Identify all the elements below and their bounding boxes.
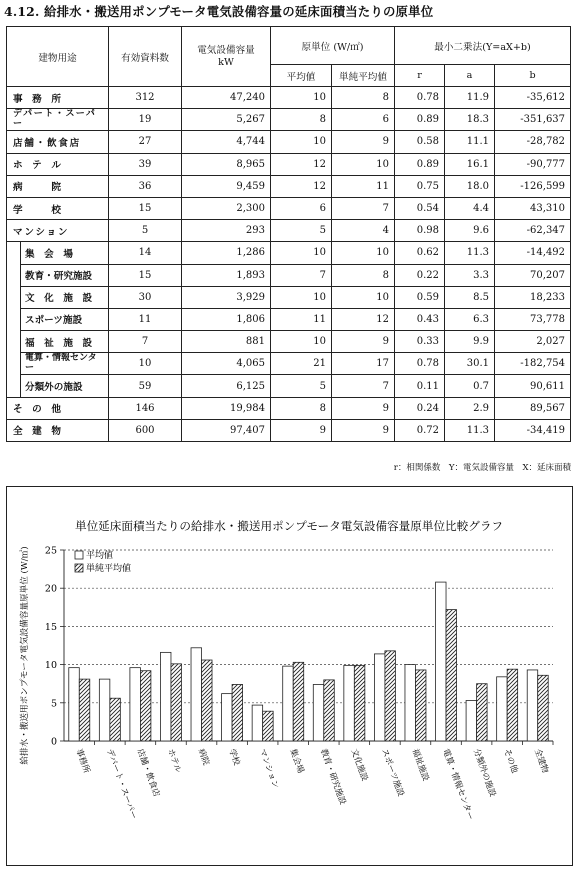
cell-use: 集 会 場: [21, 242, 109, 264]
cell-b: 89,567: [495, 397, 571, 419]
cell-count: 19: [109, 109, 182, 131]
cell-count: 30: [109, 286, 182, 308]
cell-avg: 7: [271, 264, 332, 286]
unit-value-table: [6, 26, 571, 442]
chart-frame: [6, 486, 573, 866]
table-row: [7, 397, 571, 419]
bar-simple-avg: [171, 664, 182, 741]
table-row: [7, 197, 571, 219]
bar-avg: [69, 668, 80, 741]
bar-avg: [405, 665, 416, 741]
table-row: [7, 175, 571, 197]
header-capacity: 電気設備容量 kW: [182, 27, 271, 87]
x-tick-label: 電算・情報センター: [441, 747, 477, 822]
cell-capacity: 6,125: [182, 375, 271, 397]
x-tick-label: 福祉施設: [410, 747, 432, 783]
cell-count: 15: [109, 264, 182, 286]
header-a: a: [445, 65, 495, 87]
table-row: [7, 419, 571, 441]
table-row: [7, 375, 571, 397]
cell-avg: 9: [271, 419, 332, 441]
bar-simple-avg: [293, 662, 304, 741]
bar-avg: [130, 668, 141, 741]
cell-capacity: 19,984: [182, 397, 271, 419]
cell-avg: 10: [271, 331, 332, 353]
cell-a: 11.3: [445, 419, 495, 441]
cell-use: 全 建 物: [7, 419, 109, 441]
cell-use: マンション: [7, 220, 109, 242]
cell-a: 2.9: [445, 397, 495, 419]
cell-simple-avg: 7: [332, 375, 395, 397]
cell-simple-avg: 9: [332, 131, 395, 153]
cell-b: -35,612: [495, 87, 571, 109]
cell-a: 16.1: [445, 153, 495, 175]
x-tick-label: 教育・研究施設: [318, 747, 349, 806]
cell-capacity: 881: [182, 331, 271, 353]
y-tick-label: 10: [44, 660, 57, 672]
cell-use: 電算・情報センター: [21, 353, 109, 375]
cell-count: 5: [109, 220, 182, 242]
cell-use: ホ テ ル: [7, 153, 109, 175]
cell-avg: 8: [271, 397, 332, 419]
cell-a: 11.9: [445, 87, 495, 109]
cell-count: 10: [109, 353, 182, 375]
cell-r: 0.78: [395, 87, 445, 109]
cell-a: 18.3: [445, 109, 495, 131]
table-row: [7, 153, 571, 175]
cell-r: 0.22: [395, 264, 445, 286]
cell-simple-avg: 9: [332, 397, 395, 419]
table-row: [7, 286, 571, 308]
y-tick-label: 0: [50, 736, 57, 748]
table-row: [7, 264, 571, 286]
cell-count: 59: [109, 375, 182, 397]
cell-count: 600: [109, 419, 182, 441]
cell-simple-avg: 10: [332, 286, 395, 308]
cell-use: スポーツ施設: [21, 308, 109, 330]
cell-r: 0.33: [395, 331, 445, 353]
bar-simple-avg: [232, 684, 243, 741]
cell-count: 11: [109, 308, 182, 330]
header-b: b: [495, 65, 571, 87]
cell-avg: 10: [271, 242, 332, 264]
cell-capacity: 293: [182, 220, 271, 242]
bar-simple-avg: [263, 711, 274, 741]
cell-capacity: 4,744: [182, 131, 271, 153]
bar-simple-avg: [79, 679, 90, 741]
cell-simple-avg: 9: [332, 419, 395, 441]
cell-capacity: 5,267: [182, 109, 271, 131]
bar-avg: [252, 705, 263, 741]
cell-use: 文 化 施 設: [21, 286, 109, 308]
cell-count: 146: [109, 397, 182, 419]
cell-capacity: 47,240: [182, 87, 271, 109]
bar-avg: [313, 684, 324, 741]
cell-capacity: 8,965: [182, 153, 271, 175]
cell-capacity: 97,407: [182, 419, 271, 441]
cell-r: 0.54: [395, 197, 445, 219]
cell-simple-avg: 10: [332, 242, 395, 264]
cell-b: -34,419: [495, 419, 571, 441]
x-tick-label: 集会場: [288, 747, 307, 775]
bar-simple-avg: [507, 669, 518, 741]
cell-simple-avg: 10: [332, 153, 395, 175]
cell-simple-avg: 11: [332, 175, 395, 197]
cell-r: 0.58: [395, 131, 445, 153]
cell-b: 18,233: [495, 286, 571, 308]
cell-a: 8.5: [445, 286, 495, 308]
cell-use: 病 院: [7, 175, 109, 197]
table-row: [7, 308, 571, 330]
cell-use: デパート・スーパー: [7, 109, 109, 131]
cell-count: 15: [109, 197, 182, 219]
x-tick-label: 文化施設: [349, 747, 371, 783]
bar-avg: [497, 677, 508, 741]
cell-b: 70,207: [495, 264, 571, 286]
cell-capacity: 1,893: [182, 264, 271, 286]
cell-avg: 8: [271, 109, 332, 131]
cell-a: 11.3: [445, 242, 495, 264]
cell-avg: 10: [271, 286, 332, 308]
cell-r: 0.59: [395, 286, 445, 308]
x-tick-label: マンション: [257, 747, 282, 790]
table-row: [7, 331, 571, 353]
y-axis-label: 給排水・搬送用ポンプモータ電気設備容量原単位 (W/㎡): [20, 546, 30, 765]
table-row: [7, 242, 571, 264]
cell-simple-avg: 8: [332, 87, 395, 109]
cell-capacity: 1,806: [182, 308, 271, 330]
x-tick-label: その他: [502, 747, 521, 775]
x-tick-label: 全建物: [532, 747, 551, 775]
cell-avg: 12: [271, 175, 332, 197]
cell-a: 0.7: [445, 375, 495, 397]
bar-simple-avg: [324, 680, 335, 741]
bar-avg: [527, 670, 538, 741]
cell-avg: 5: [271, 220, 332, 242]
cell-simple-avg: 9: [332, 331, 395, 353]
bar-avg: [99, 679, 110, 741]
cell-a: 9.6: [445, 220, 495, 242]
cell-avg: 10: [271, 87, 332, 109]
bar-avg: [374, 654, 385, 741]
cell-b: -28,782: [495, 131, 571, 153]
chart-title: 単位延床面積当たりの給排水・搬送用ポンプモータ電気設備容量原単位比較グラフ: [74, 519, 504, 533]
cell-capacity: 9,459: [182, 175, 271, 197]
cell-capacity: 3,929: [182, 286, 271, 308]
cell-b: -182,754: [495, 353, 571, 375]
cell-r: 0.62: [395, 242, 445, 264]
cell-b: -126,599: [495, 175, 571, 197]
x-tick-label: 病院: [196, 747, 212, 767]
cell-a: 30.1: [445, 353, 495, 375]
cell-simple-avg: 4: [332, 220, 395, 242]
header-count: 有効資料数: [109, 27, 182, 87]
cell-use: 事 務 所: [7, 87, 109, 109]
group-spacer: [7, 242, 21, 397]
cell-b: 90,611: [495, 375, 571, 397]
cell-b: -90,777: [495, 153, 571, 175]
cell-avg: 5: [271, 375, 332, 397]
legend-swatch: [75, 551, 83, 559]
cell-b: -351,637: [495, 109, 571, 131]
cell-a: 4.4: [445, 197, 495, 219]
table-row: [7, 353, 571, 375]
cell-b: 43,310: [495, 197, 571, 219]
y-tick-label: 15: [44, 621, 57, 633]
cell-use: そ の 他: [7, 397, 109, 419]
y-tick-label: 5: [50, 698, 57, 710]
cell-use: 学 校: [7, 197, 109, 219]
cell-r: 0.89: [395, 153, 445, 175]
header-simple-avg: 単純平均値: [332, 65, 395, 87]
table-note: r：相関係数 Y：電気設備容量 X：延床面積: [393, 463, 571, 473]
cell-capacity: 1,286: [182, 242, 271, 264]
header-use: 建物用途: [7, 27, 109, 87]
cell-simple-avg: 7: [332, 197, 395, 219]
header-avg: 平均値: [271, 65, 332, 87]
cell-b: -62,347: [495, 220, 571, 242]
x-tick-label: 事務所: [74, 747, 93, 775]
cell-avg: 11: [271, 308, 332, 330]
cell-use: 店舗・飲食店: [7, 131, 109, 153]
cell-a: 9.9: [445, 331, 495, 353]
cell-avg: 6: [271, 197, 332, 219]
bar-avg: [466, 701, 477, 741]
cell-r: 0.11: [395, 375, 445, 397]
x-tick-label: ホテル: [166, 747, 184, 774]
bar-simple-avg: [110, 698, 121, 741]
x-tick-label: デパート・スーパー: [104, 747, 140, 821]
legend-swatch: [75, 564, 83, 572]
cell-count: 7: [109, 331, 182, 353]
cell-a: 18.0: [445, 175, 495, 197]
cell-r: 0.24: [395, 397, 445, 419]
cell-b: 2,027: [495, 331, 571, 353]
bar-avg: [344, 665, 355, 741]
header-unit-group: 原単位 (W/㎡): [271, 27, 395, 65]
x-tick-label: 店舗・飲食店: [135, 747, 163, 798]
table-row: [7, 87, 571, 109]
cell-r: 0.98: [395, 220, 445, 242]
cell-count: 312: [109, 87, 182, 109]
cell-a: 3.3: [445, 264, 495, 286]
bar-avg: [191, 648, 202, 741]
bar-avg: [283, 666, 294, 741]
cell-avg: 21: [271, 353, 332, 375]
bar-simple-avg: [446, 610, 457, 741]
x-tick-label: 学校: [227, 747, 243, 767]
cell-capacity: 4,065: [182, 353, 271, 375]
bar-simple-avg: [354, 665, 365, 741]
legend-label: 平均値: [86, 551, 114, 561]
cell-r: 0.89: [395, 109, 445, 131]
cell-b: 73,778: [495, 308, 571, 330]
bar-simple-avg: [385, 651, 396, 741]
bar-avg: [436, 582, 447, 741]
cell-count: 39: [109, 153, 182, 175]
table-row: [7, 220, 571, 242]
cell-a: 11.1: [445, 131, 495, 153]
cell-r: 0.78: [395, 353, 445, 375]
table-row: [7, 109, 571, 131]
cell-count: 14: [109, 242, 182, 264]
cell-capacity: 2,300: [182, 197, 271, 219]
cell-avg: 10: [271, 131, 332, 153]
cell-a: 6.3: [445, 308, 495, 330]
table-row: [7, 131, 571, 153]
cell-count: 36: [109, 175, 182, 197]
bar-simple-avg: [202, 660, 213, 741]
bar-avg: [222, 694, 233, 741]
cell-use: 教育・研究施設: [21, 264, 109, 286]
cell-simple-avg: 8: [332, 264, 395, 286]
y-tick-label: 25: [44, 545, 57, 557]
bar-avg: [160, 652, 171, 741]
cell-simple-avg: 17: [332, 353, 395, 375]
unit-value-bar-chart: [7, 487, 572, 865]
header-r: r: [395, 65, 445, 87]
cell-r: 0.72: [395, 419, 445, 441]
cell-b: -14,492: [495, 242, 571, 264]
legend-label: 単純平均値: [86, 564, 132, 574]
cell-avg: 12: [271, 153, 332, 175]
page-title: 4.12. 給排水・搬送用ポンプモータ電気設備容量の延床面積当たりの原単位: [4, 4, 434, 19]
header-least-squares: 最小二乗法(Y=aX+b): [395, 27, 571, 65]
x-tick-label: 分類外の施設: [471, 747, 499, 798]
y-tick-label: 20: [44, 583, 57, 595]
cell-count: 27: [109, 131, 182, 153]
cell-use: 分類外の施設: [21, 375, 109, 397]
cell-simple-avg: 12: [332, 308, 395, 330]
bar-simple-avg: [140, 671, 151, 741]
cell-r: 0.75: [395, 175, 445, 197]
cell-r: 0.43: [395, 308, 445, 330]
legend: [75, 549, 131, 574]
bar-simple-avg: [538, 675, 549, 741]
bar-simple-avg: [477, 684, 488, 741]
bar-simple-avg: [415, 670, 426, 741]
cell-use: 福 祉 施 設: [21, 331, 109, 353]
x-tick-label: スポーツ施設: [380, 747, 407, 798]
cell-simple-avg: 6: [332, 109, 395, 131]
